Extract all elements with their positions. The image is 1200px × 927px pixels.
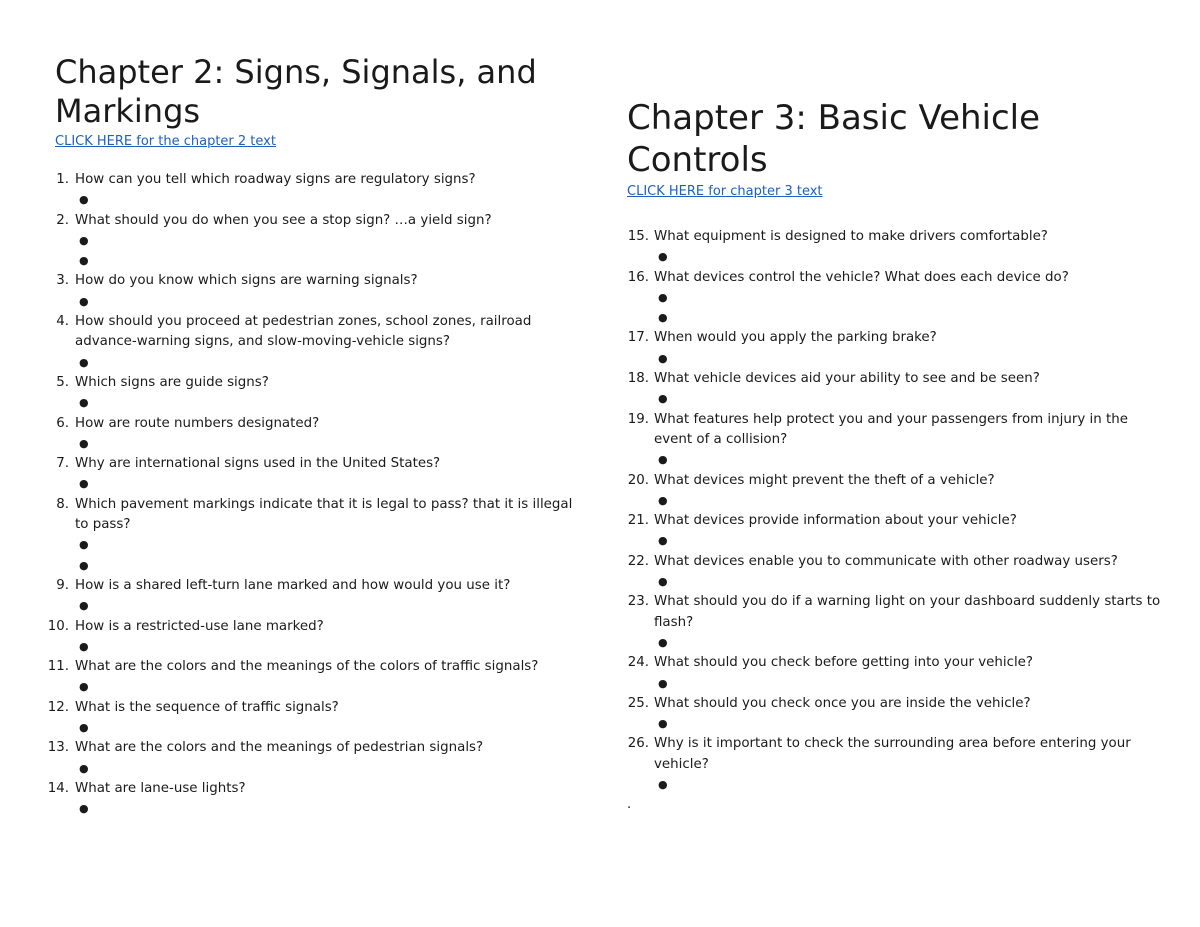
answer-bullet: ● <box>658 453 668 467</box>
question-number: 22. <box>627 553 649 569</box>
question-number: 2. <box>56 212 69 228</box>
question-item <box>48 373 575 414</box>
question-item <box>48 698 575 739</box>
answer-bullet: ● <box>658 534 668 548</box>
question-number: 7. <box>56 456 69 472</box>
answer-bullet: ● <box>658 778 668 792</box>
answer-bullet: ● <box>658 290 668 304</box>
question-text: What devices control the vehicle? What does each device do? <box>654 269 1069 285</box>
question-text: Which signs are guide signs? <box>75 374 269 390</box>
question-text: How can you tell which roadway signs are regulatory signs? <box>75 172 476 187</box>
answer-bullet: ● <box>79 802 89 816</box>
question-number: 12. <box>47 699 69 715</box>
question-text: Why is it important to check the surrounding area before entering your vehicle? <box>654 736 1131 772</box>
question-item <box>627 734 1167 795</box>
question-item <box>627 410 1167 471</box>
question-text: How do you know which signs are warning signals? <box>75 273 418 289</box>
question-item <box>48 779 575 820</box>
question-text: How is a restricted-use lane marked? <box>75 618 324 634</box>
question-item <box>48 657 575 698</box>
question-number: 1. <box>56 172 69 187</box>
question-item <box>48 576 575 617</box>
question-number: 21. <box>627 513 649 529</box>
answer-bullet: ● <box>658 717 668 731</box>
question-item <box>48 617 575 658</box>
question-item <box>627 694 1167 735</box>
answer-bullet: ● <box>79 721 89 735</box>
answer-bullet: ● <box>79 233 89 247</box>
answer-bullet: ● <box>658 392 668 406</box>
chapter-2-section <box>47 0 575 820</box>
answer-bullet: ● <box>658 575 668 589</box>
question-text: What are the colors and the meanings of the colors of traffic signals? <box>75 659 539 675</box>
question-text: What devices enable you to communicate with other roadway users? <box>654 553 1118 569</box>
question-item <box>48 454 575 495</box>
question-text: How are route numbers designated? <box>75 415 320 431</box>
chapter-2-title: Chapter 2: Signs, Signals, and Markings <box>55 53 537 130</box>
question-text: How is a shared left-turn lane marked and how would you use it? <box>75 577 511 593</box>
question-item <box>627 653 1167 694</box>
question-number: 6. <box>56 415 69 431</box>
question-item <box>48 271 575 312</box>
question-item <box>48 414 575 455</box>
question-text: Which pavement markings indicate that it is legal to pass? that it is illegal to pass? <box>75 496 573 533</box>
answer-bullet: ● <box>79 761 89 775</box>
question-number: 13. <box>47 740 69 756</box>
question-text: What features help protect you and your passengers from injury in the event of a collision? <box>654 411 1128 447</box>
question-number: 3. <box>56 273 69 289</box>
question-text: What should you check before getting into your vehicle? <box>654 655 1034 671</box>
question-number: 14. <box>47 780 69 796</box>
answer-bullet: ● <box>658 676 668 690</box>
question-number: 15. <box>627 229 649 244</box>
answer-bullet: ● <box>79 254 89 268</box>
answer-bullet: ● <box>79 639 89 653</box>
answer-bullet: ● <box>79 599 89 613</box>
answer-bullet: ● <box>658 250 668 264</box>
question-text: Why are international signs used in the United States? <box>75 456 441 472</box>
question-number: 5. <box>56 374 69 390</box>
answer-bullet: ● <box>79 680 89 694</box>
question-text: What devices provide information about your vehicle? <box>654 513 1017 529</box>
answer-bullet: ● <box>658 635 668 649</box>
chapter-3-title: Chapter 3: Basic Vehicle Controls <box>627 98 1041 180</box>
question-item <box>627 268 1167 329</box>
question-item <box>627 471 1167 512</box>
question-text: What are lane-use lights? <box>75 780 246 796</box>
question-number: 10. <box>47 618 69 634</box>
answer-bullet: ● <box>79 294 89 308</box>
question-item <box>627 511 1167 552</box>
answer-bullet: ● <box>79 193 89 207</box>
question-number: 23. <box>627 594 649 610</box>
question-number: 20. <box>627 472 649 488</box>
question-item <box>48 312 575 373</box>
question-item <box>48 211 575 272</box>
question-text: What devices might prevent the theft of a vehicle? <box>654 472 995 488</box>
question-text: What are the colors and the meanings of pedestrian signals? <box>75 740 484 756</box>
question-item <box>48 170 575 211</box>
chapter-3-question-list <box>627 227 1167 795</box>
question-number: 18. <box>627 371 649 387</box>
question-text: What should you do when you see a stop sign? …a yield sign? <box>75 212 492 228</box>
answer-bullet: ● <box>79 436 89 450</box>
question-text: What equipment is designed to make drivers comfortable? <box>654 229 1048 244</box>
question-number: 11. <box>47 659 69 675</box>
question-number: 9. <box>56 577 69 593</box>
question-text: What vehicle devices aid your ability to see and be seen? <box>654 371 1040 387</box>
chapter-3-text-link[interactable]: CLICK HERE for chapter 3 text <box>627 184 823 199</box>
question-number: 17. <box>627 330 649 346</box>
question-text: What should you check once you are inside the vehicle? <box>654 695 1031 711</box>
question-number: 24. <box>627 655 649 671</box>
answer-bullet: ● <box>79 558 89 572</box>
trailing-mark: . <box>627 797 632 812</box>
question-number: 25. <box>627 695 649 711</box>
answer-bullet: ● <box>79 538 89 552</box>
question-number: 19. <box>627 411 649 427</box>
question-number: 16. <box>627 269 649 285</box>
chapter-2-question-list <box>47 170 575 820</box>
chapter-3-section <box>627 0 1167 795</box>
question-item <box>627 552 1167 593</box>
answer-bullet: ● <box>79 396 89 410</box>
question-item <box>627 328 1167 369</box>
question-text: When would you apply the parking brake? <box>654 330 937 346</box>
question-item <box>627 369 1167 410</box>
question-text: What should you do if a warning light on your dashboard suddenly starts to flash? <box>654 594 1161 630</box>
question-text: What is the sequence of traffic signals? <box>75 699 339 715</box>
question-number: 4. <box>56 314 69 330</box>
question-item <box>627 227 1167 268</box>
answer-bullet: ● <box>658 351 668 365</box>
answer-bullet: ● <box>79 355 89 369</box>
question-item <box>48 738 575 779</box>
question-number: 26. <box>627 736 649 752</box>
question-text: How should you proceed at pedestrian zones, school zones, railroad advance-warning signs, and slow-moving-vehicle signs? <box>75 314 532 350</box>
question-item <box>48 495 575 576</box>
question-number: 8. <box>56 496 69 512</box>
answer-bullet: ● <box>658 311 668 325</box>
answer-bullet: ● <box>658 493 668 507</box>
question-item <box>627 592 1167 653</box>
answer-bullet: ● <box>79 477 89 491</box>
chapter-2-text-link[interactable]: CLICK HERE for the chapter 2 text <box>55 134 276 149</box>
